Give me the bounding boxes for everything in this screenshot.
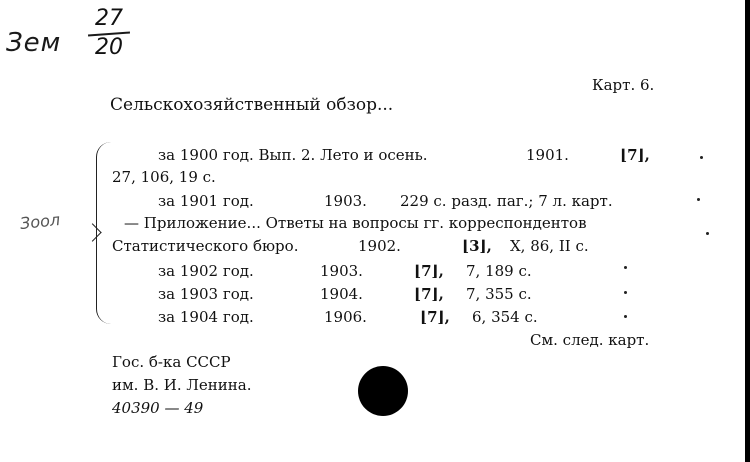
entry-6-text: за 1904 год. (158, 308, 254, 326)
entry-5-rest: 7, 355 с. (466, 285, 532, 303)
pencil-dot (697, 198, 700, 201)
fraction-numerator: 27 (95, 6, 123, 31)
pencil-dot (624, 291, 627, 294)
entry-4-rest: 7, 189 с. (466, 262, 532, 280)
entry-1-year: 1901. (526, 146, 569, 164)
entry-3b-text: Статистического бюро. (112, 237, 299, 255)
entry-3b-year: 1902. (358, 237, 401, 255)
handwritten-fraction (88, 8, 130, 59)
entry-5-text: за 1903 год. (158, 285, 254, 303)
entry-4-year: 1903. (320, 262, 363, 280)
entry-6-rest: 6, 354 с. (472, 308, 538, 326)
pencil-dot (700, 156, 703, 159)
print-number: 40390 — 49 (112, 399, 204, 417)
entry-2-rest: 229 с. разд. паг.; 7 л. карт. (400, 192, 613, 210)
entry-1-text: за 1900 год. Вып. 2. Лето и осень. (158, 146, 428, 164)
fraction-denominator: 20 (95, 35, 123, 60)
card-number: Карт. 6. (592, 76, 655, 94)
entry-3b-ref: ⌊3⌋, (462, 237, 492, 255)
entry-6-ref: ⌊7⌋, (420, 308, 450, 326)
library-name-2: им. В. И. Ленина. (112, 376, 252, 394)
card-heading: Сельскохозяйственный обзор... (110, 95, 394, 115)
pencil-dot (624, 315, 627, 318)
entry-3-text: — Приложение... Ответы на вопросы гг. корреспондентов (124, 214, 587, 232)
see-next-card: См. след. карт. (530, 331, 650, 349)
entry-1-pages: 27, 106, 19 с. (112, 168, 216, 186)
entry-4-ref: ⌊7⌋, (414, 262, 444, 280)
entry-5-ref: ⌊7⌋, (414, 285, 444, 303)
punch-hole (358, 366, 408, 416)
handwritten-margin-note: Зоол (19, 209, 61, 234)
handwritten-code: Зем (6, 28, 62, 58)
pencil-dot (706, 232, 709, 235)
entry-2-year: 1903. (324, 192, 367, 210)
entry-6-year: 1906. (324, 308, 367, 326)
entry-4-text: за 1902 год. (158, 262, 254, 280)
library-name: Гос. б-ка СССР (112, 353, 231, 371)
pencil-dot (624, 266, 627, 269)
entry-3b-rest: X, 86, II с. (510, 237, 589, 255)
card-edge (745, 0, 750, 462)
entry-5-year: 1904. (320, 285, 363, 303)
entry-2-text: за 1901 год. (158, 192, 254, 210)
entry-1-ref: ⌊7⌋, (620, 146, 650, 164)
